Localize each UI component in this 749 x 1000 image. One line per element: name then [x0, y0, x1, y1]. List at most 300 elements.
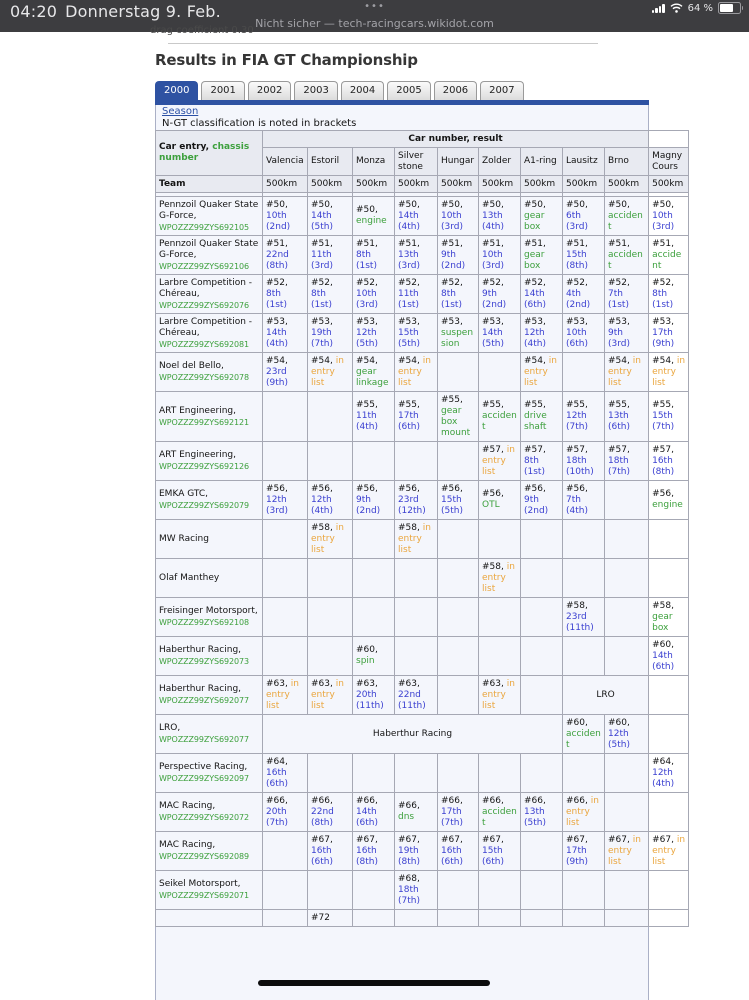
battery-percent: 64 % — [687, 2, 713, 14]
results-table — [155, 130, 689, 927]
chassis-number-link[interactable]: WPOZZZ99ZYS692077 — [159, 735, 249, 744]
result-cell: #50, accident — [605, 197, 649, 236]
season-link[interactable]: Season — [162, 106, 199, 117]
team-name: LRO, — [159, 723, 181, 733]
result-cell: #56, 12th (4th) — [308, 481, 353, 520]
result-cell: #54, in entry list — [605, 353, 649, 392]
result-cell — [563, 520, 605, 559]
result-cell: #52, 4th (2nd) — [563, 275, 605, 314]
result-cell: #63, 20th (11th) — [353, 676, 395, 715]
team-cell — [156, 442, 263, 481]
result-cell: #51, accident — [605, 236, 649, 275]
result-cell — [521, 559, 563, 598]
result-cell — [308, 871, 353, 910]
chassis-number-link[interactable]: WPOZZZ99ZYS692121 — [159, 417, 249, 427]
result-cell: #67, 15th (6th) — [479, 832, 521, 871]
result-cell — [438, 598, 479, 637]
result-cell: #67, 16th (6th) — [438, 832, 479, 871]
result-cell — [438, 637, 479, 676]
result-cell: #54, in entry list — [308, 353, 353, 392]
table-row — [156, 793, 689, 832]
result-cell: #66, accident — [479, 793, 521, 832]
distance-header: 500km — [395, 176, 438, 193]
result-cell: #56, 7th (4th) — [563, 481, 605, 520]
team-cell — [156, 715, 263, 754]
wifi-icon — [670, 3, 683, 13]
venue-header: Brno — [605, 148, 649, 176]
result-cell: #53, 14th (4th) — [263, 314, 308, 353]
year-tab-strip — [155, 81, 524, 100]
result-cell: #52, 10th (3rd) — [353, 275, 395, 314]
result-cell — [263, 392, 308, 442]
result-cell: #53, 14th (5th) — [479, 314, 521, 353]
result-cell — [521, 832, 563, 871]
result-cell — [605, 637, 649, 676]
result-cell — [649, 520, 689, 559]
team-cell — [156, 275, 263, 314]
result-cell: #53, 9th (3rd) — [605, 314, 649, 353]
result-cell: #53, 12th (5th) — [353, 314, 395, 353]
result-cell — [649, 676, 689, 715]
venue-header: Valencia — [263, 148, 308, 176]
team-name: Pennzoil Quaker State G-Force, — [159, 238, 259, 260]
chassis-number-link[interactable]: WPOZZZ99ZYS692072 — [159, 813, 249, 822]
team-name: MW Racing — [159, 533, 209, 544]
result-cell: #51, accident — [649, 236, 689, 275]
result-cell — [308, 598, 353, 637]
result-cell: #66, 13th (5th) — [521, 793, 563, 832]
result-cell — [395, 754, 438, 793]
ngt-note: N-GT classification is noted in brackets — [162, 118, 357, 129]
result-cell — [649, 715, 689, 754]
venue-header: A1-ring — [521, 148, 563, 176]
result-cell — [521, 676, 563, 715]
result-cell — [395, 910, 438, 927]
result-cell — [263, 559, 308, 598]
result-cell: #56, 15th (5th) — [438, 481, 479, 520]
result-cell: #57, 8th (1st) — [521, 442, 563, 481]
distance-header: 500km — [521, 176, 563, 193]
result-cell: #66, 22nd (8th) — [308, 793, 353, 832]
venue-header: Lausitz — [563, 148, 605, 176]
result-cell: #64, 12th (4th) — [649, 754, 689, 793]
result-cell: #56, 23rd (12th) — [395, 481, 438, 520]
team-cell — [156, 676, 263, 715]
result-cell — [353, 559, 395, 598]
table-row — [156, 676, 689, 715]
team-cell — [156, 481, 263, 520]
result-cell — [263, 637, 308, 676]
result-cell: #51, 11th (3rd) — [308, 236, 353, 275]
distance-header: 500km — [479, 176, 521, 193]
result-cell: #50, 10th (3rd) — [438, 197, 479, 236]
result-cell: #52, 8th (1st) — [649, 275, 689, 314]
result-cell: #58, in entry list — [479, 559, 521, 598]
chassis-number-link[interactable]: WPOZZZ99ZYS692078 — [159, 373, 249, 382]
horizontal-scroll-indicator[interactable] — [258, 980, 490, 986]
result-cell: #55, gear box mount — [438, 392, 479, 442]
result-cell — [479, 910, 521, 927]
header-row-distance — [156, 176, 689, 193]
result-cell — [263, 442, 308, 481]
status-icons — [652, 2, 741, 14]
result-cell — [521, 910, 563, 927]
result-cell — [353, 754, 395, 793]
result-cell — [353, 442, 395, 481]
venue-header: Zolder — [479, 148, 521, 176]
car-number-result-header: Car number, result — [263, 131, 649, 148]
tab-2003[interactable]: 2003 — [294, 81, 337, 100]
table-row — [156, 871, 689, 910]
result-cell — [479, 520, 521, 559]
result-cell: #68, 18th (7th) — [395, 871, 438, 910]
result-cell: #51, gear box — [521, 236, 563, 275]
result-cell — [521, 871, 563, 910]
table-row — [156, 353, 689, 392]
result-cell — [563, 353, 605, 392]
tab-2005[interactable]: 2005 — [387, 81, 430, 100]
venue-header: Silver stone — [395, 148, 438, 176]
table-row — [156, 481, 689, 520]
result-cell: #52, 8th (1st) — [438, 275, 479, 314]
distance-header: 500km — [605, 176, 649, 193]
team-cell — [156, 314, 263, 353]
result-cell — [605, 559, 649, 598]
result-cell: #52, 8th (1st) — [263, 275, 308, 314]
result-cell: #67, in entry list — [649, 832, 689, 871]
result-cell: #53, 12th (4th) — [521, 314, 563, 353]
result-cell — [649, 910, 689, 927]
table-row — [156, 754, 689, 793]
team-name: Larbre Competition - Chéreau, — [159, 316, 253, 338]
team-cell — [156, 637, 263, 676]
chassis-number-link[interactable]: WPOZZZ99ZYS692081 — [159, 339, 249, 349]
corner-empty-cell — [649, 131, 689, 148]
result-cell: #52, 7th (1st) — [605, 275, 649, 314]
page-title: Results in FIA GT Championship — [155, 51, 418, 69]
result-cell: #52, 14th (6th) — [521, 275, 563, 314]
result-cell: LRO — [563, 676, 649, 715]
result-cell: #56, 9th (2nd) — [353, 481, 395, 520]
clipped-previous-text: drag coefficient 0.30 — [150, 25, 254, 36]
venue-header: Hungar — [438, 148, 479, 176]
distance-header: 500km — [649, 176, 689, 193]
table-row — [156, 910, 689, 927]
team-name: Haberthur Racing, — [159, 684, 242, 694]
team-header: Team — [156, 176, 263, 193]
result-cell: Haberthur Racing — [263, 715, 563, 754]
distance-header: 500km — [563, 176, 605, 193]
url-bar[interactable]: Nicht sicher — tech-racingcars.wikidot.com — [255, 17, 494, 30]
result-cell: #54, in entry list — [649, 353, 689, 392]
result-cell — [353, 520, 395, 559]
team-cell — [156, 871, 263, 910]
result-cell — [395, 637, 438, 676]
team-name: ART Engineering, — [159, 405, 236, 416]
result-cell: #55, 17th (6th) — [395, 392, 438, 442]
result-cell: #53, 17th (9th) — [649, 314, 689, 353]
result-cell: #50, engine — [353, 197, 395, 236]
team-cell — [156, 197, 263, 236]
chassis-number-link[interactable]: WPOZZZ99ZYS692073 — [159, 657, 249, 666]
result-cell — [521, 637, 563, 676]
result-cell: #51, 8th (1st) — [353, 236, 395, 275]
result-cell: #50, 6th (3rd) — [563, 197, 605, 236]
tab-2001[interactable]: 2001 — [201, 81, 244, 100]
result-cell: #51, 15th (8th) — [563, 236, 605, 275]
result-cell — [521, 520, 563, 559]
result-cell: #66, 14th (6th) — [353, 793, 395, 832]
result-cell — [479, 754, 521, 793]
chassis-number-link[interactable]: WPOZZZ99ZYS692097 — [159, 774, 249, 783]
tab-2002[interactable]: 2002 — [248, 81, 291, 100]
table-row — [156, 637, 689, 676]
table-row — [156, 559, 689, 598]
result-cell: #57, 16th (8th) — [649, 442, 689, 481]
result-cell: #58, in entry list — [308, 520, 353, 559]
team-cell — [156, 598, 263, 637]
result-cell — [308, 392, 353, 442]
chassis-number-link[interactable]: WPOZZZ99ZYS692076 — [159, 300, 249, 310]
result-cell: #53, 19th (7th) — [308, 314, 353, 353]
chassis-number-link[interactable]: WPOZZZ99ZYS692105 — [159, 222, 249, 232]
team-cell — [156, 910, 263, 927]
result-cell: #60, 12th (5th) — [605, 715, 649, 754]
result-cell: #58, 23rd (11th) — [563, 598, 605, 637]
result-cell — [353, 910, 395, 927]
tab-2004[interactable]: 2004 — [341, 81, 384, 100]
result-cell: #63, 22nd (11th) — [395, 676, 438, 715]
table-row — [156, 236, 689, 275]
result-cell — [521, 598, 563, 637]
result-cell: #67, 16th (8th) — [353, 832, 395, 871]
table-row — [156, 832, 689, 871]
chassis-number-link[interactable]: WPOZZZ99ZYS692106 — [159, 261, 249, 271]
result-cell — [438, 910, 479, 927]
result-cell: #52, 9th (2nd) — [479, 275, 521, 314]
result-cell: #51, 10th (3rd) — [479, 236, 521, 275]
team-name: EMKA GTC, — [159, 489, 208, 499]
result-cell — [649, 793, 689, 832]
result-cell: #54, in entry list — [521, 353, 563, 392]
team-name: ART Engineering, — [159, 450, 236, 460]
result-cell: #50, 14th (5th) — [308, 197, 353, 236]
result-cell — [438, 754, 479, 793]
result-cell — [563, 871, 605, 910]
result-cell: #50, gear box — [521, 197, 563, 236]
result-cell — [438, 442, 479, 481]
result-cell: #55, 13th (6th) — [605, 392, 649, 442]
result-cell — [563, 637, 605, 676]
tab-2007[interactable]: 2007 — [480, 81, 523, 100]
result-cell — [308, 637, 353, 676]
result-cell — [605, 793, 649, 832]
chassis-number-link[interactable]: WPOZZZ99ZYS692126 — [159, 462, 249, 471]
team-name: Noel del Bello, — [159, 361, 224, 371]
result-cell — [479, 637, 521, 676]
team-cell — [156, 392, 263, 442]
tab-overview-dots[interactable]: ••• — [364, 1, 385, 12]
result-cell: #57, in entry list — [479, 442, 521, 481]
result-cell: #51, 22nd (8th) — [263, 236, 308, 275]
result-cell — [308, 754, 353, 793]
result-cell: #63, in entry list — [479, 676, 521, 715]
team-name: Haberthur Racing, — [159, 645, 242, 655]
result-cell: #55, drive shaft — [521, 392, 563, 442]
result-cell — [479, 871, 521, 910]
venue-header: Magny Cours — [649, 148, 689, 176]
team-cell — [156, 559, 263, 598]
result-cell: #54, gear linkage — [353, 353, 395, 392]
result-cell — [263, 871, 308, 910]
result-cell — [605, 754, 649, 793]
result-cell: #58, in entry list — [395, 520, 438, 559]
team-name: Freisinger Motorsport, — [159, 606, 258, 616]
chassis-number-link[interactable]: WPOZZZ99ZYS692108 — [159, 618, 249, 627]
result-cell: #66, 17th (7th) — [438, 793, 479, 832]
result-cell: #53, suspension — [438, 314, 479, 353]
result-cell: #72 — [308, 910, 353, 927]
result-cell: #54, 23rd (9th) — [263, 353, 308, 392]
result-cell: #52, 11th (1st) — [395, 275, 438, 314]
header-row-1 — [156, 131, 689, 148]
results-table-body — [156, 197, 689, 927]
result-cell: #58, gear box — [649, 598, 689, 637]
result-cell: #67, 19th (8th) — [395, 832, 438, 871]
table-row — [156, 520, 689, 559]
result-cell: #66, 20th (7th) — [263, 793, 308, 832]
result-cell: #50, 13th (4th) — [479, 197, 521, 236]
result-cell: #50, 10th (2nd) — [263, 197, 308, 236]
result-cell — [263, 832, 308, 871]
table-row — [156, 392, 689, 442]
result-cell: #60, accident — [563, 715, 605, 754]
chassis-number-link[interactable]: WPOZZZ99ZYS692089 — [159, 852, 249, 861]
result-cell — [605, 520, 649, 559]
team-cell — [156, 832, 263, 871]
result-cell: #60, 14th (6th) — [649, 637, 689, 676]
venue-header: Monza — [353, 148, 395, 176]
team-name: Olaf Manthey — [159, 572, 220, 583]
battery-icon — [718, 2, 741, 14]
result-cell: #67, in entry list — [605, 832, 649, 871]
team-cell — [156, 520, 263, 559]
distance-header: 500km — [438, 176, 479, 193]
team-name: MAC Racing, — [159, 801, 216, 811]
status-bar — [0, 0, 749, 32]
result-cell: #60, spin — [353, 637, 395, 676]
table-row — [156, 715, 689, 754]
result-cell — [605, 481, 649, 520]
tab-2006[interactable]: 2006 — [434, 81, 477, 100]
result-cell: #50, 10th (3rd) — [649, 197, 689, 236]
result-cell: #67, 17th (9th) — [563, 832, 605, 871]
result-cell — [479, 598, 521, 637]
result-cell: #57, 18th (7th) — [605, 442, 649, 481]
result-cell — [438, 676, 479, 715]
result-cell — [353, 871, 395, 910]
chassis-number-link[interactable]: WPOZZZ99ZYS692077 — [159, 696, 249, 705]
result-cell — [395, 559, 438, 598]
result-cell — [605, 598, 649, 637]
table-row — [156, 197, 689, 236]
result-cell — [438, 559, 479, 598]
result-cell: #55, 15th (7th) — [649, 392, 689, 442]
venue-header: Estoril — [308, 148, 353, 176]
result-cell — [563, 910, 605, 927]
result-cell: #55, 12th (7th) — [563, 392, 605, 442]
result-cell — [263, 520, 308, 559]
result-cell — [263, 598, 308, 637]
team-name: Pennzoil Quaker State G-Force, — [159, 199, 259, 221]
table-row — [156, 442, 689, 481]
team-cell — [156, 236, 263, 275]
chassis-number-link[interactable]: WPOZZZ99ZYS692079 — [159, 501, 249, 510]
table-row — [156, 275, 689, 314]
team-cell — [156, 793, 263, 832]
result-cell — [649, 559, 689, 598]
result-cell — [395, 442, 438, 481]
clock: 04:20 — [10, 2, 58, 21]
result-cell: #64, 16th (6th) — [263, 754, 308, 793]
result-cell — [521, 754, 563, 793]
result-cell — [438, 353, 479, 392]
team-cell — [156, 754, 263, 793]
result-cell — [263, 910, 308, 927]
result-cell: #63, in entry list — [263, 676, 308, 715]
result-cell: #56, OTL — [479, 481, 521, 520]
result-cell: #55, 11th (4th) — [353, 392, 395, 442]
result-cell: #53, 10th (6th) — [563, 314, 605, 353]
result-cell — [395, 598, 438, 637]
result-cell: #67, 16th (6th) — [308, 832, 353, 871]
result-cell — [308, 442, 353, 481]
tab-2000[interactable]: 2000 — [155, 81, 198, 100]
result-cell: #56, 12th (3rd) — [263, 481, 308, 520]
result-cell: #56, 9th (2nd) — [521, 481, 563, 520]
result-cell: #57, 18th (10th) — [563, 442, 605, 481]
table-row — [156, 314, 689, 353]
horizontal-rule — [168, 43, 598, 44]
team-name: MAC Racing, — [159, 840, 216, 850]
corner-header: Car entry, chassis number — [156, 131, 263, 176]
result-cell — [563, 559, 605, 598]
team-name: Seikel Motorsport, — [159, 879, 241, 889]
date: Donnerstag 9. Feb. — [65, 2, 221, 21]
result-cell — [438, 871, 479, 910]
result-cell: #66, dns — [395, 793, 438, 832]
result-cell: #54, in entry list — [395, 353, 438, 392]
result-cell — [479, 353, 521, 392]
result-cell: #50, 14th (4th) — [395, 197, 438, 236]
team-name: Larbre Competition - Chéreau, — [159, 277, 253, 299]
result-cell: #55, accident — [479, 392, 521, 442]
chassis-number-link[interactable]: WPOZZZ99ZYS692071 — [159, 891, 249, 900]
result-cell: #51, 13th (3rd) — [395, 236, 438, 275]
team-cell — [156, 353, 263, 392]
distance-header: 500km — [263, 176, 308, 193]
result-cell — [563, 754, 605, 793]
result-cell — [353, 598, 395, 637]
result-cell — [605, 871, 649, 910]
result-cell: #51, 9th (2nd) — [438, 236, 479, 275]
table-row — [156, 598, 689, 637]
result-cell — [649, 871, 689, 910]
result-cell: #52, 8th (1st) — [308, 275, 353, 314]
team-name: Perspective Racing, — [159, 762, 248, 772]
result-cell: #63, in entry list — [308, 676, 353, 715]
distance-header: 500km — [353, 176, 395, 193]
